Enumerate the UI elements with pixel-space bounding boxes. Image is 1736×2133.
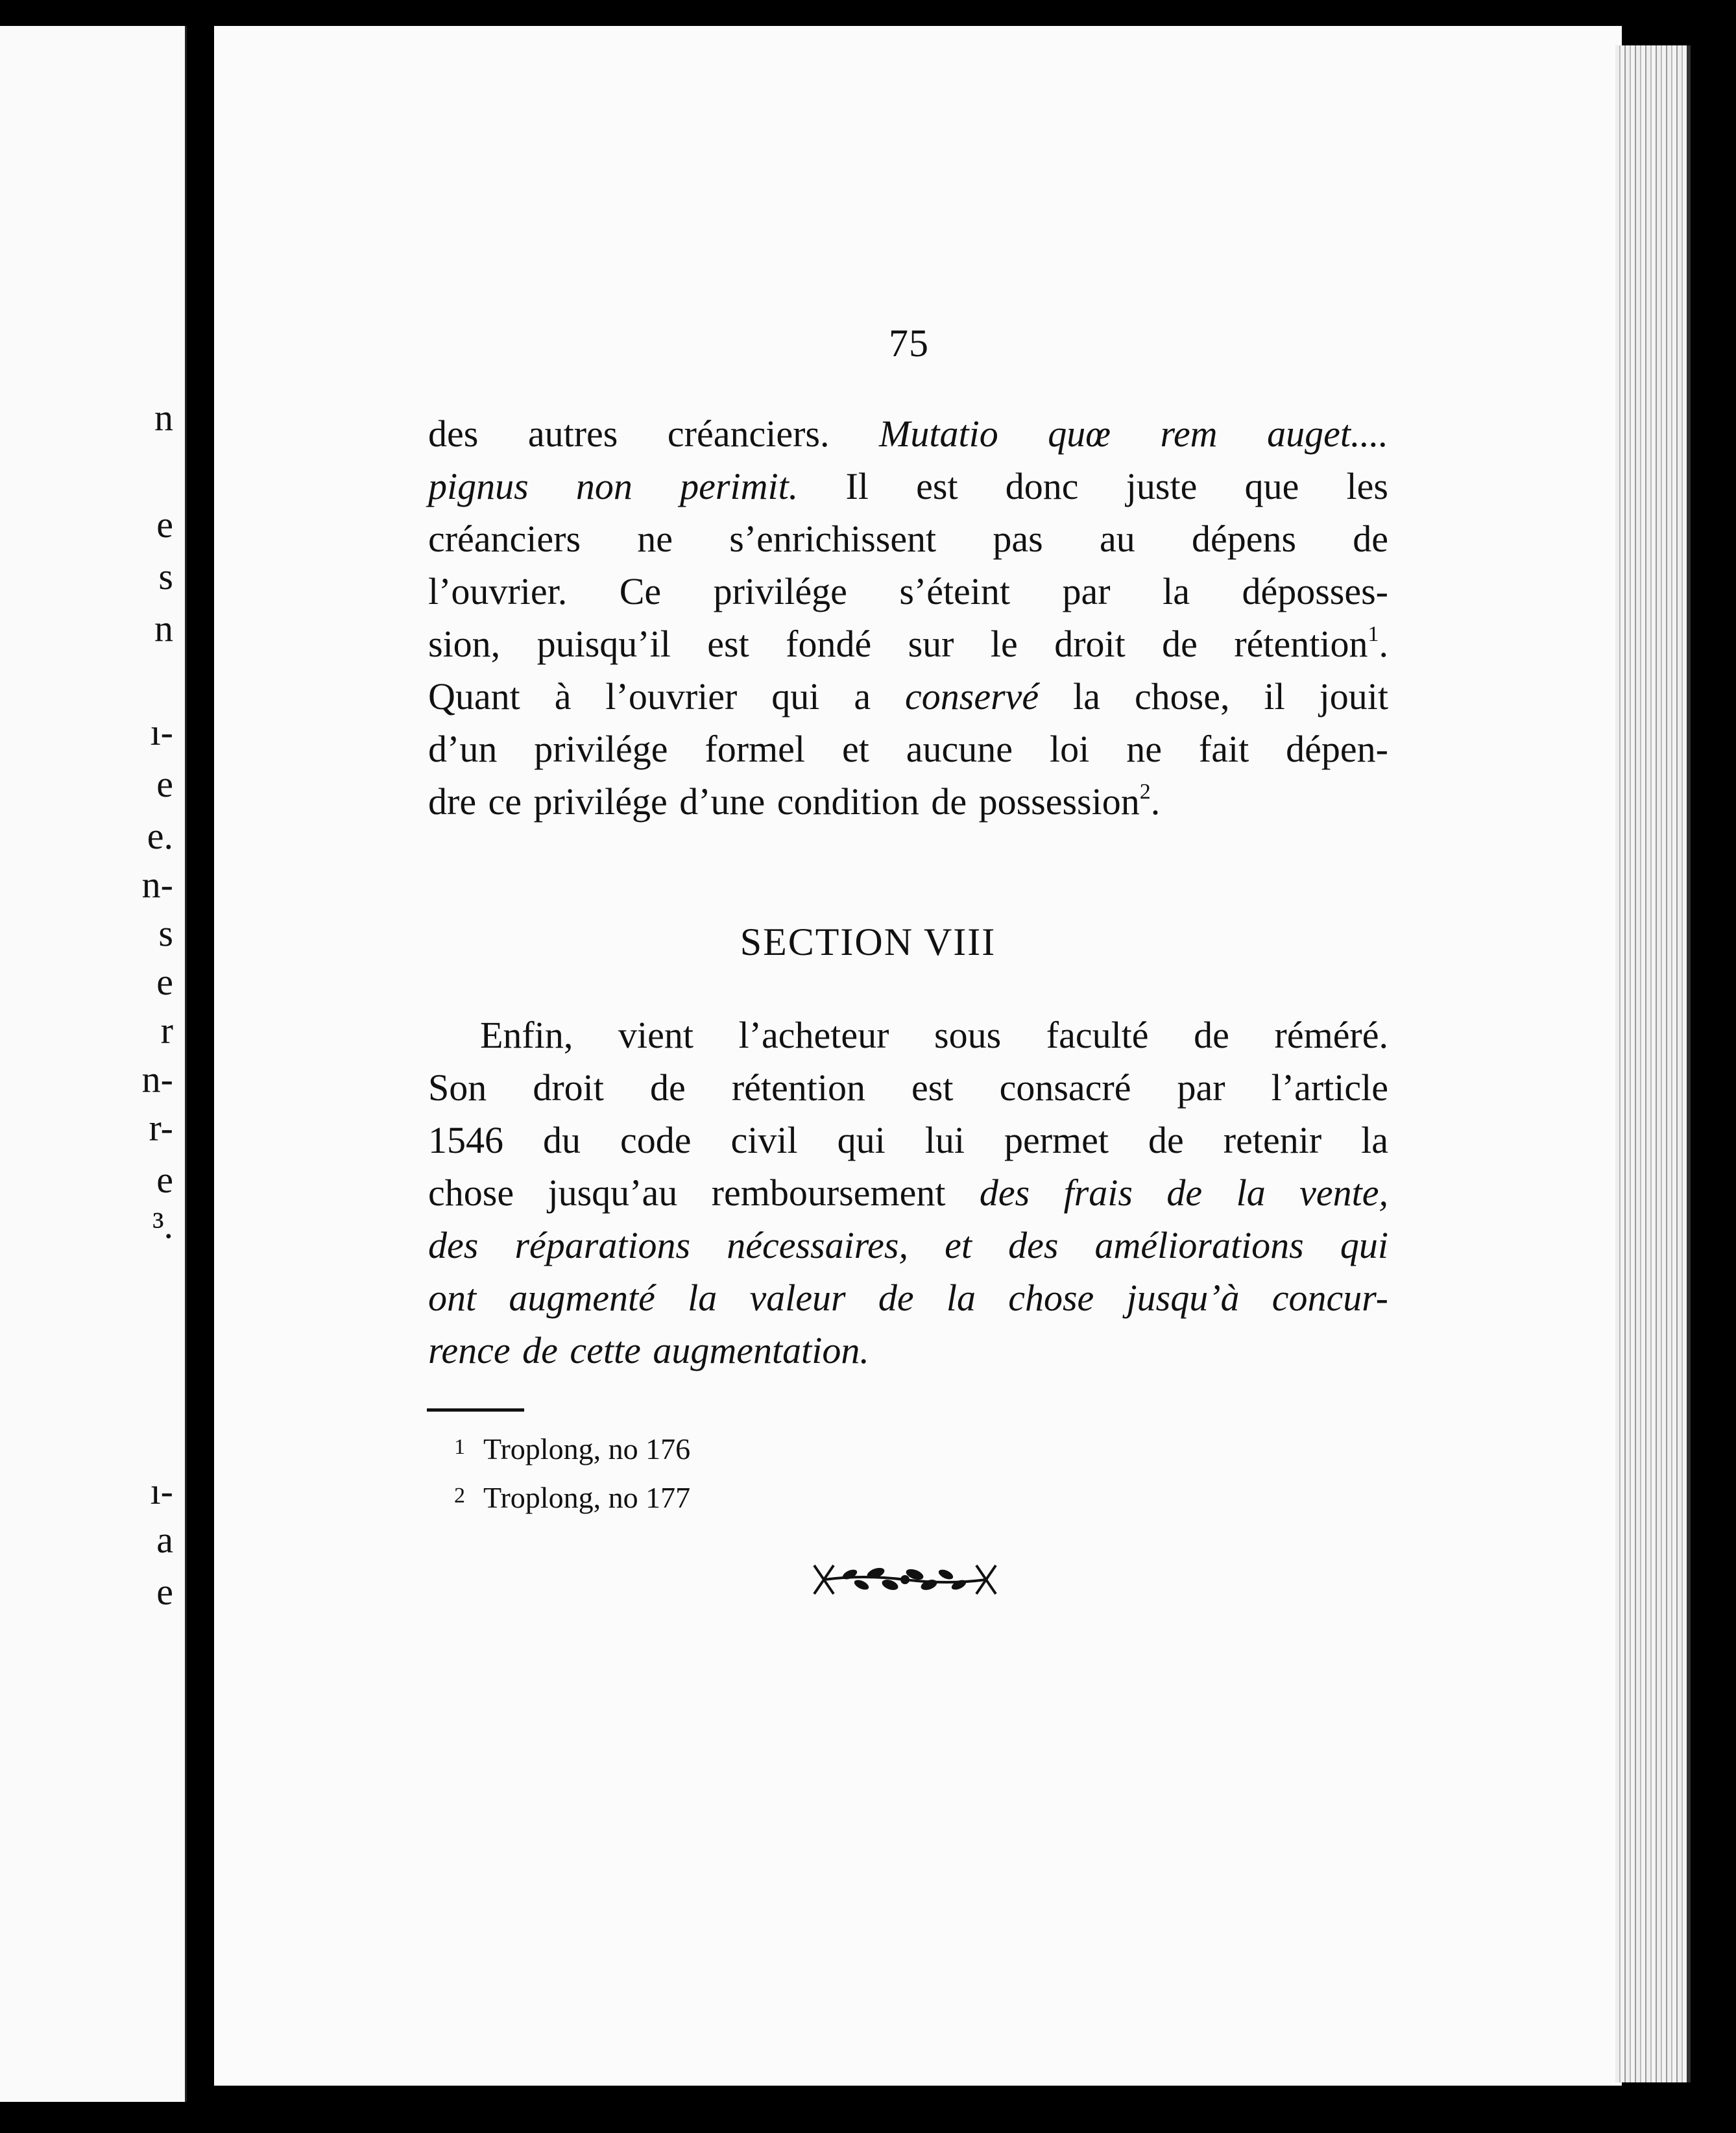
left-page-fragment: a: [156, 1519, 173, 1561]
left-page-fragment: e: [156, 1571, 173, 1613]
section-heading: SECTION VIII: [740, 921, 996, 963]
text-run: Enfin, vient l’acheteur sous faculté de réméré.: [480, 1014, 1388, 1056]
footnote-item: [454, 1473, 690, 1521]
left-page-fragment: ³.: [152, 1204, 173, 1246]
text-line: [428, 512, 1388, 565]
left-page-fragment: r: [160, 1009, 173, 1052]
floral-vignette-icon: [811, 1560, 999, 1599]
footnote-number: 2: [454, 1484, 465, 1508]
text-run: pignus non perimit.: [428, 465, 799, 507]
left-page-fragment: ı-: [150, 711, 173, 753]
page-edges: [1615, 45, 1691, 2082]
text-run: créanciers ne s’enrichissent pas au dépens de: [428, 518, 1388, 560]
text-run: .: [1379, 623, 1388, 665]
footnote-item: [454, 1424, 690, 1473]
left-facing-page: [0, 26, 187, 2102]
text-line: [428, 1271, 1388, 1324]
left-page-fragment: e: [156, 763, 173, 805]
text-line: [428, 1166, 1388, 1219]
left-page-fragment: s: [158, 912, 173, 954]
left-page-fragment: s: [158, 555, 173, 597]
text-run: dre ce privilége d’une condition de possession: [428, 780, 1140, 823]
text-run: Son droit de rétention est consacré par l’article: [428, 1066, 1388, 1109]
paragraph-1: [428, 407, 1388, 828]
text-line: [428, 1219, 1388, 1271]
text-run: des frais de la vente,: [979, 1172, 1388, 1214]
paragraph-2: [428, 1009, 1388, 1377]
text-line: [428, 1061, 1388, 1114]
page-number: 75: [889, 322, 929, 365]
text-line: [428, 723, 1388, 775]
text-line: [428, 1009, 1388, 1061]
left-page-fragment: ı-: [150, 1470, 173, 1512]
footnote-ref: 1: [1368, 622, 1379, 646]
left-page-fragment: n-: [141, 863, 173, 906]
text-run: ont augmenté la valeur de la chose jusqu’à concur-: [428, 1277, 1388, 1319]
left-page-fragment: e.: [147, 815, 173, 857]
footnote-text: Troplong, no 176: [483, 1432, 691, 1465]
text-line: [428, 460, 1388, 512]
text-run: Il est donc juste que les: [798, 465, 1388, 507]
text-line: [428, 565, 1388, 618]
text-run: 1546 du code civil qui lui permet de retenir la: [428, 1119, 1388, 1161]
text-run: des autres créanciers.: [428, 413, 880, 455]
text-line: [428, 618, 1388, 670]
left-page-fragment: r-: [149, 1107, 173, 1149]
left-page-fragment: e: [156, 1159, 173, 1201]
text-run: .: [1150, 780, 1161, 823]
text-line: [428, 775, 1388, 828]
text-run: sion, puisqu’il est fondé sur le droit de rétention: [428, 623, 1368, 665]
left-page-fragment: e: [156, 503, 173, 546]
text-run: des réparations nécessaires, et des améliorations qui: [428, 1224, 1388, 1266]
text-run: la chose, il jouit: [1039, 675, 1388, 717]
text-run: d’un privilége formel et aucune loi ne fait dépen-: [428, 728, 1388, 770]
left-page-fragment: n: [154, 607, 173, 649]
left-page-fragment: n-: [141, 1058, 173, 1100]
left-page-fragment: e: [156, 961, 173, 1003]
scan-mark: [908, 0, 921, 26]
text-line: [428, 1114, 1388, 1166]
text-run: Mutatio quœ rem auget....: [879, 413, 1388, 455]
footnote-rule: [427, 1408, 524, 1412]
text-run: rence de cette augmentation.: [428, 1329, 869, 1371]
footnotes: [454, 1424, 690, 1521]
text-line: [428, 407, 1388, 460]
footnote-ref: 2: [1139, 780, 1151, 804]
text-run: chose jusqu’au remboursement: [428, 1172, 980, 1214]
text-line: [428, 670, 1388, 723]
text-line: [428, 1324, 1388, 1377]
footnote-text: Troplong, no 177: [483, 1481, 691, 1514]
text-run: l’ouvrier. Ce privilége s’éteint par la déposses-: [428, 570, 1388, 612]
text-run: conservé: [905, 675, 1039, 717]
left-page-fragment: n: [154, 396, 173, 439]
footnote-number: 1: [454, 1435, 465, 1459]
text-run: Quant à l’ouvrier qui a: [428, 675, 906, 717]
